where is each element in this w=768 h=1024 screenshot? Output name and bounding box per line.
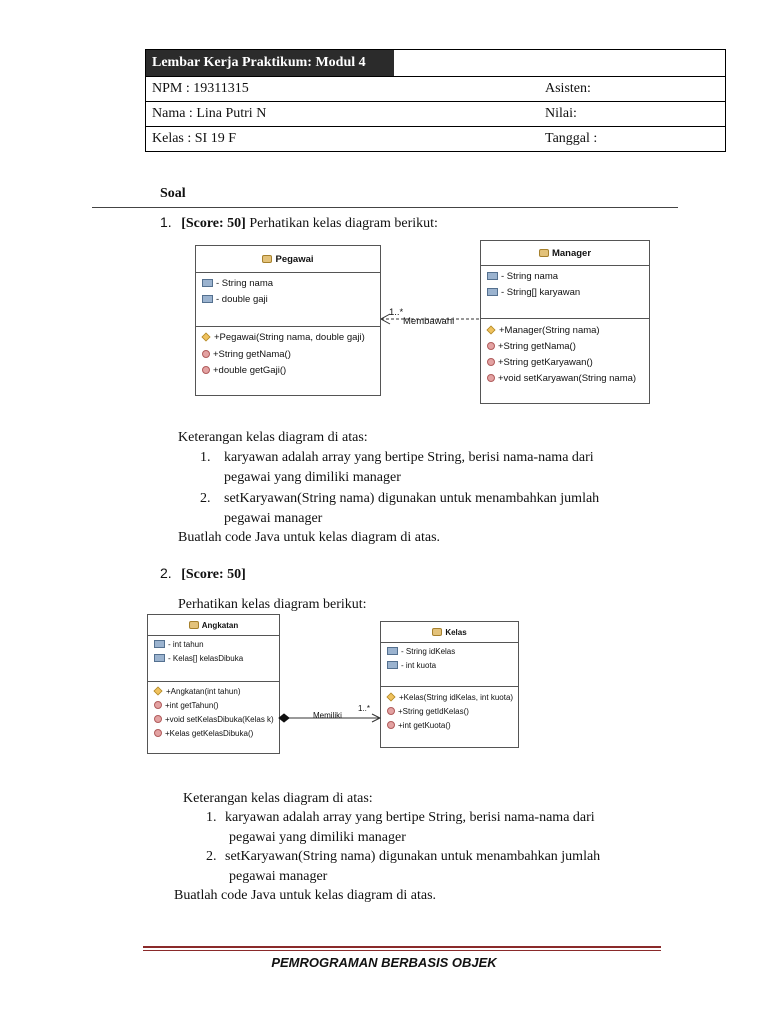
uml-multiplicity: 1..* bbox=[358, 704, 371, 713]
uml-divider bbox=[381, 642, 518, 643]
method-icon bbox=[202, 350, 210, 358]
uml-attribute: - Kelas[] kelasDibuka bbox=[154, 654, 243, 663]
attribute-icon bbox=[487, 272, 498, 280]
attribute-icon bbox=[202, 279, 213, 287]
tanggal-field: Tanggal : bbox=[545, 131, 598, 146]
notes-intro: Keterangan kelas diagram di atas: bbox=[183, 791, 373, 806]
footer-rule bbox=[143, 950, 661, 951]
uml-divider bbox=[381, 686, 518, 687]
uml-divider bbox=[196, 326, 380, 327]
uml-attribute: - String idKelas bbox=[387, 647, 455, 656]
class-icon bbox=[262, 255, 272, 263]
method-icon bbox=[487, 374, 495, 382]
header-row-kelas bbox=[146, 126, 725, 152]
attribute-icon bbox=[487, 288, 498, 296]
uml-class-kelas bbox=[380, 621, 519, 748]
uml-divider bbox=[481, 318, 649, 319]
uml-operation: +int getKuota() bbox=[387, 721, 451, 730]
class-icon bbox=[432, 628, 442, 636]
uml-divider bbox=[196, 272, 380, 273]
notes-item: 1. karyawan adalah array yang bertipe String, berisi nama-nama dari bbox=[206, 810, 595, 825]
question-1-heading bbox=[160, 214, 438, 232]
uml-class-title: Pegawai bbox=[196, 254, 380, 265]
method-icon bbox=[487, 358, 495, 366]
uml-attribute: - int tahun bbox=[154, 640, 204, 649]
uml-class-pegawai bbox=[195, 245, 381, 396]
attribute-icon bbox=[154, 654, 165, 662]
question-1-score: [Score: 50] bbox=[181, 216, 246, 231]
uml-attribute: - String nama bbox=[487, 271, 558, 282]
question-2-score: [Score: 50] bbox=[181, 567, 246, 582]
question-2-intro: Perhatikan kelas diagram berikut: bbox=[178, 597, 367, 612]
method-icon bbox=[154, 715, 162, 723]
uml-class-title: Kelas bbox=[381, 628, 518, 637]
question-2-heading bbox=[160, 565, 246, 583]
uml-operation: +String getIdKelas() bbox=[387, 707, 469, 716]
npm-field: NPM : 19311315 bbox=[152, 81, 249, 96]
uml-attribute: - String[] karyawan bbox=[487, 287, 580, 298]
attribute-icon bbox=[154, 640, 165, 648]
uml-divider bbox=[481, 265, 649, 266]
uml-class-angkatan bbox=[147, 614, 280, 754]
notes-item: 1. karyawan adalah array yang bertipe String, berisi nama-nama dari bbox=[200, 450, 594, 465]
footer-course-title: PEMROGRAMAN BERBASIS OBJEK bbox=[271, 955, 497, 970]
uml-operation: +void setKelasDibuka(Kelas k) bbox=[154, 715, 274, 724]
notes-item-cont: pegawai manager bbox=[229, 869, 328, 884]
asisten-field: Asisten: bbox=[545, 81, 591, 96]
footer-rule bbox=[143, 946, 661, 948]
uml-operation: +String getNama() bbox=[487, 341, 576, 352]
uml-operation: +Angkatan(int tahun) bbox=[154, 687, 241, 696]
constructor-icon bbox=[386, 692, 395, 701]
uml-divider bbox=[148, 681, 279, 682]
uml-operation: +Manager(String nama) bbox=[487, 325, 600, 336]
header-row-nama bbox=[146, 101, 725, 127]
method-icon bbox=[154, 729, 162, 737]
uml-operation: +double getGaji() bbox=[202, 365, 286, 376]
method-icon bbox=[487, 342, 495, 350]
method-icon bbox=[387, 707, 395, 715]
uml-operation: +Pegawai(String nama, double gaji) bbox=[202, 332, 365, 343]
notes-item-cont: pegawai yang dimiliki manager bbox=[224, 470, 401, 485]
uml-attribute: - int kuota bbox=[387, 661, 436, 670]
notes-item-cont: pegawai manager bbox=[224, 511, 323, 526]
uml-class-manager bbox=[480, 240, 650, 404]
section-title: Soal bbox=[160, 186, 186, 201]
class-icon bbox=[539, 249, 549, 257]
attribute-icon bbox=[387, 661, 398, 669]
uml-attribute: - String nama bbox=[202, 278, 273, 289]
uml-operation: +Kelas getKelasDibuka() bbox=[154, 729, 253, 738]
uml-class-title: Angkatan bbox=[148, 621, 279, 630]
nilai-field: Nilai: bbox=[545, 106, 577, 121]
notes-item-cont: pegawai yang dimiliki manager bbox=[229, 830, 406, 845]
notes-item: 2. setKaryawan(String nama) digunakan untuk menambahkan jumlah bbox=[206, 849, 601, 864]
notes-item: 2. setKaryawan(String nama) digunakan untuk menambahkan jumlah bbox=[200, 491, 600, 506]
header-row-npm bbox=[146, 76, 725, 102]
section-divider bbox=[92, 207, 678, 208]
method-icon bbox=[387, 721, 395, 729]
uml-class-title: Manager bbox=[481, 248, 649, 259]
uml-operation: +int getTahun() bbox=[154, 701, 219, 710]
header-table bbox=[145, 49, 726, 152]
class-icon bbox=[189, 621, 199, 629]
worksheet-title: Lembar Kerja Praktikum: Modul 4 bbox=[146, 50, 394, 76]
constructor-icon bbox=[486, 325, 495, 334]
question-1-text: Perhatikan kelas diagram berikut: bbox=[245, 216, 438, 231]
uml-multiplicity: 1..* bbox=[389, 307, 404, 318]
kelas-field: Kelas : SI 19 F bbox=[152, 131, 236, 146]
uml-operation: +void setKaryawan(String nama) bbox=[487, 373, 636, 384]
notes-closing: Buatlah code Java untuk kelas diagram di atas. bbox=[178, 530, 441, 545]
uml-divider bbox=[148, 635, 279, 636]
attribute-icon bbox=[387, 647, 398, 655]
uml-association-label: Memiliki bbox=[313, 711, 342, 720]
method-icon bbox=[202, 366, 210, 374]
attribute-icon bbox=[202, 295, 213, 303]
uml-operation: +Kelas(String idKelas, int kuota) bbox=[387, 693, 513, 702]
question-1-number: 1. bbox=[160, 214, 172, 230]
nama-field: Nama : Lina Putri N bbox=[152, 106, 267, 121]
method-icon bbox=[154, 701, 162, 709]
notes-intro: Keterangan kelas diagram di atas: bbox=[178, 430, 368, 445]
constructor-icon bbox=[201, 332, 210, 341]
uml-association-label: Membawahi bbox=[403, 316, 455, 327]
question-2-number: 2. bbox=[160, 565, 172, 581]
constructor-icon bbox=[153, 686, 162, 695]
uml-operation: +String getKaryawan() bbox=[487, 357, 593, 368]
notes-closing: Buatlah code Java untuk kelas diagram di atas. bbox=[174, 888, 437, 903]
composition-diamond-icon bbox=[279, 714, 289, 722]
uml-attribute: - double gaji bbox=[202, 294, 268, 305]
uml-operation: +String getNama() bbox=[202, 349, 291, 360]
